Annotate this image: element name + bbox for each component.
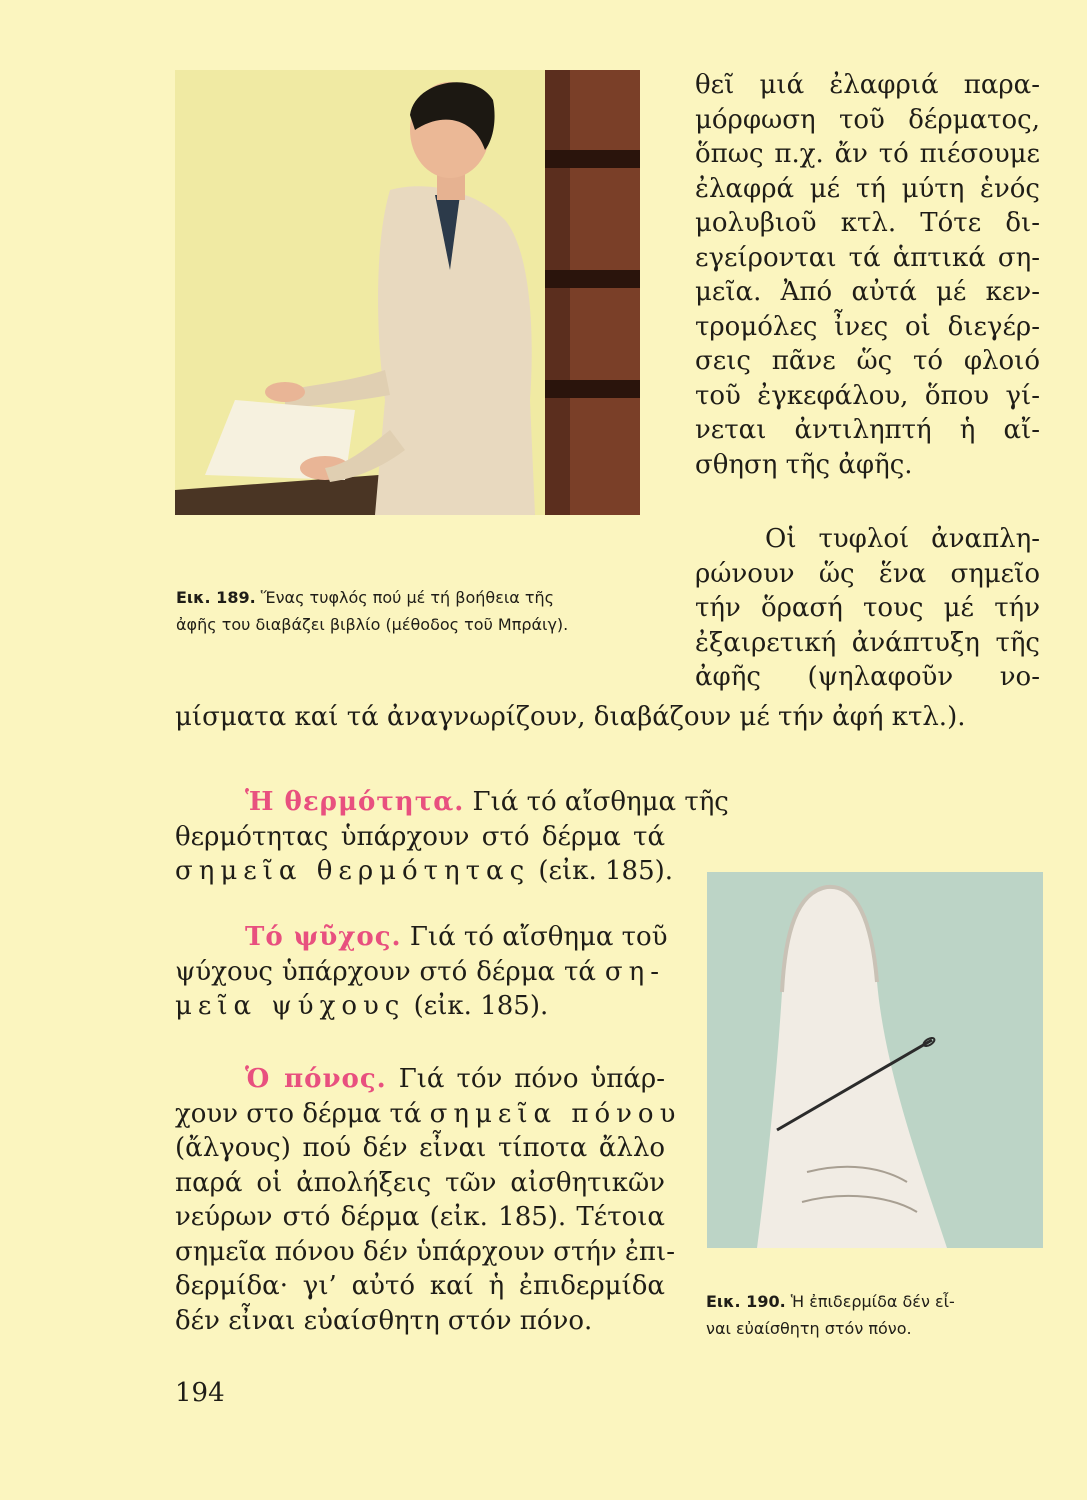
section-heat <box>175 785 729 889</box>
term-heat-points: σημεῖα θερμότητας <box>175 856 531 886</box>
text-line: ἀφῆς (ψηλαφοῦν νο- <box>695 662 1040 692</box>
section-pain <box>175 1062 682 1338</box>
text-line: δέν εἶναι εὐαίσθητη στόν πόνο. <box>175 1305 593 1336</box>
page-number: 194 <box>175 1378 225 1408</box>
term-cold-points: μεῖα ψύχους <box>175 991 406 1021</box>
blind-reader-drawing <box>175 70 640 515</box>
text-line: τρομόλες ἶνες οἱ διεγέρ- <box>695 311 1040 342</box>
text-line: σθηση τῆς ἀφῆς. <box>695 449 913 480</box>
figure-189-caption-line1: Ἕνας τυφλός πού μέ τή βοήθεια τῆς <box>260 588 555 607</box>
text-line: (ἄλγους) πού δέν εἶναι τίποτα ἄλλο <box>175 1133 665 1163</box>
figure-190-caption-line1: Ἡ ἐπιδερμίδα δέν εἶ- <box>790 1292 955 1311</box>
figure-189-caption <box>176 584 646 638</box>
text-line: μεῖα. Ἀπό αὐτά μέ κεν- <box>695 277 1040 307</box>
figure-190-label: Εικ. 190. <box>706 1292 786 1311</box>
section-cold <box>175 920 668 1024</box>
text-line: τήν ὅρασή τους μέ τήν <box>695 593 1040 623</box>
heading-pain: Ὁ πόνος. <box>245 1064 387 1094</box>
text-line: ἐξαιρετική ἀνάπτυξη τῆς <box>695 627 1040 658</box>
text-span: χουν στο δέρμα τά <box>175 1098 422 1129</box>
figure-189-label: Εικ. 189. <box>176 588 256 607</box>
text-span: Γιά τό αἴσθημα τοῦ <box>409 922 668 952</box>
text-line: μολυβιοῦ κτλ. Τότε δι- <box>695 208 1040 238</box>
text-line: δερμίδα· γι’ αὐτό καί ἡ ἐπιδερμίδα <box>175 1271 665 1301</box>
term-pain-points: σημεῖα πόνου <box>429 1098 682 1129</box>
figure-190-finger-needle-photo <box>707 872 1043 1248</box>
text-line: νεται ἀντιληπτή ἡ αἴ- <box>695 415 1040 445</box>
text-span: Γιά τό αἴσθημα τῆς <box>472 787 729 817</box>
text-line: Οἱ τυφλοί ἀναπλη- <box>765 524 1040 554</box>
text-line: εγείρονται τά ἁπτικά ση- <box>695 242 1040 273</box>
finger-with-needle-drawing <box>707 872 1043 1248</box>
text-line: νεύρων στό δέρμα (εἰκ. 185). Τέτοια <box>175 1202 665 1232</box>
text-line: θεῖ μιά ἐλαφριά παρα- <box>695 70 1040 100</box>
heading-cold: Τό ψῦχος. <box>245 922 402 952</box>
text-line: ρώνουν ὥς ἕνα σημεῖο <box>695 558 1040 589</box>
text-line: θερμότητας ὑπάρχουν στό δέρμα τά <box>175 821 665 852</box>
heading-heat: Ἡ θερμότητα. <box>245 787 465 817</box>
text-span: ψύχους ὑπάρχουν στό δέρμα τά <box>175 956 596 987</box>
blind-readers-paragraph <box>695 522 1040 695</box>
text-line: σημεῖα πόνου δέν ὑπάρχουν στήν ἐπι- <box>175 1236 675 1267</box>
figure-189-caption-line2: ἀφῆς του διαβάζει βιβλίο (μέθοδος τοῦ Μπράιγ). <box>176 615 569 634</box>
figure-reference: (εἰκ. 185). <box>538 856 674 886</box>
text-span: Γιά τόν πόνο ὑπάρ- <box>398 1064 665 1094</box>
text-line: σεις πᾶνε ὥς τό φλοιό <box>695 346 1040 376</box>
figure-reference: (εἰκ. 185). <box>413 991 549 1021</box>
figure-190-caption <box>706 1288 1051 1342</box>
term-cold-points-start: ση- <box>604 956 666 987</box>
text-line: ἐλαφρά μέ τή μύτη ἑνός <box>695 173 1040 204</box>
figure-190-caption-line2: ναι εὐαίσθητη στόν πόνο. <box>706 1319 912 1338</box>
text-line: ὅπως π.χ. ἄν τό πιέσουμε <box>695 139 1040 169</box>
text-line: παρά οἱ ἀπολήξεις τῶν αἰσθητικῶν <box>175 1167 665 1198</box>
full-width-line: μίσματα καί τά ἀναγνωρίζουν, διαβάζουν μέ τήν ἀφή κτλ.). <box>175 702 966 732</box>
figure-189-blind-reader-illustration <box>175 70 640 515</box>
text-line: μόρφωση τοῦ δέρματος, <box>695 104 1040 135</box>
right-column-paragraph <box>695 68 1040 482</box>
text-line: τοῦ ἐγκεφάλου, ὅπου γί- <box>695 380 1040 411</box>
